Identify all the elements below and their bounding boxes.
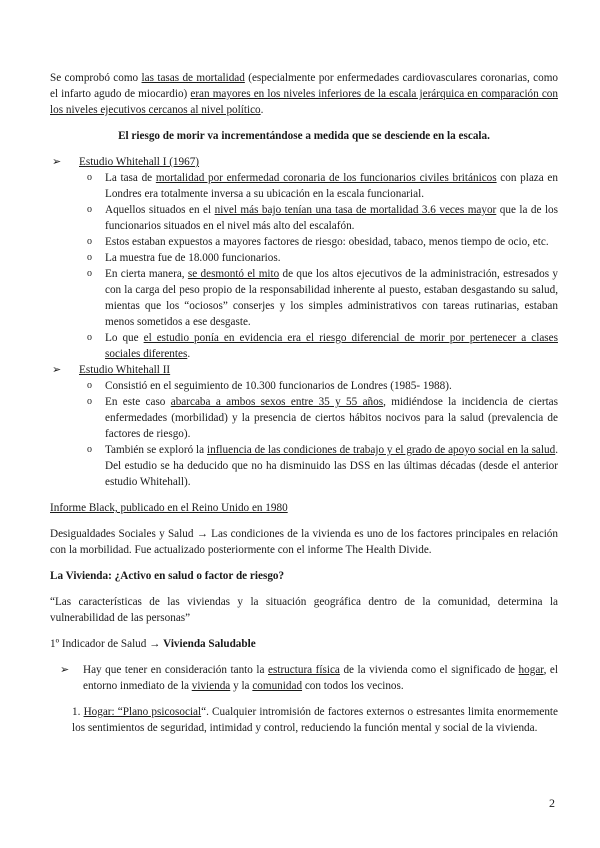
- list-item: o Lo que el estudio ponía en evidencia era el riesgo diferencial de morir por pertenecer a clases sociales diferentes.: [87, 332, 558, 360]
- underlined-phrase: eran mayores en los niveles inferiores de la escala jerárquica en comparación con los niveles ejecutivos cercanos al nivel político: [50, 88, 558, 116]
- arrow-bullet-icon: ➢: [52, 156, 62, 168]
- circle-bullet-icon: o: [87, 332, 92, 343]
- section-title: Estudio Whitehall I (1967): [79, 156, 200, 168]
- document-page: [50, 70, 558, 736]
- list-item: o También se exploró la influencia de las condiciones de trabajo y el grado de apoyo social en la salud. Del estudio se ha deducido que no ha disminuido las DSS en las últimas décadas (desde el anterior estudio Whitehall).: [87, 444, 558, 488]
- list-item: o Aquellos situados en el nivel más bajo tenían una tasa de mortalidad 3.6 veces mayor que la de los funcionarios situados en el nivel más alto del escalafón.: [87, 204, 559, 232]
- page-number: 2: [549, 796, 555, 810]
- indicador-line: 1º Indicador de Salud → Vivienda Saludable: [50, 638, 256, 650]
- whitehall-1-list: [50, 170, 558, 362]
- circle-bullet-icon: o: [87, 444, 92, 455]
- circle-bullet-icon: o: [87, 380, 92, 391]
- quote-paragraph: “Las características de las viviendas y la situación geográfica dentro de la comunidad, determina la vulnerabilidad de las personas”: [50, 596, 558, 624]
- circle-bullet-icon: o: [87, 396, 92, 407]
- riesgo-heading: El riesgo de morir va incrementándose a medida que se desciende en la escala.: [118, 130, 490, 142]
- intro-paragraph: Se comprobó como las tasas de mortalidad (especialmente por enfermedades cardiovasculares coronarias, como el infarto agudo de miocardio) eran mayores en los niveles inferiores de la escala jerárquica en comparación con los niveles ejecutivos cercanos al nivel político.: [50, 72, 559, 116]
- circle-bullet-icon: o: [87, 268, 92, 279]
- whitehall-1-section: [50, 154, 558, 170]
- section-title: Estudio Whitehall II: [79, 364, 171, 376]
- circle-bullet-icon: o: [87, 236, 92, 247]
- informe-black-heading: Informe Black, publicado en el Reino Unido en 1980: [50, 502, 288, 514]
- list-item: o En cierta manera, se desmontó el mito de que los altos ejecutivos de la administración, estresados y con la carga del peso propio de la responsabilidad inherente al puesto, estaban desgastando su salud, mientas que los “ociosos” conserjes y los simples administrativos con tareas rutinarias, estaban menos sometidos a ese desgaste.: [87, 268, 558, 328]
- underlined-phrase: las tasas de mortalidad: [141, 72, 245, 84]
- desigualdades-paragraph: Desigualdades Sociales y Salud → Las condiciones de la vivienda es uno de los factores principales en relación con la morbilidad. Fue actualizado posteriormente con el informe The Health Divide.: [50, 528, 558, 556]
- list-item: o Estos estaban expuestos a mayores factores de riesgo: obesidad, tabaco, menos tiempo de ocio, etc.: [87, 236, 549, 248]
- list-item: o La tasa de mortalidad por enfermedad coronaria de los funcionarios civiles británicos con plaza en Londres era totalmente inversa a su ubicación en la escala funcionarial.: [87, 172, 558, 200]
- list-item: o La muestra fue de 18.000 funcionarios.: [87, 252, 281, 264]
- vivienda-heading: La Vivienda: ¿Activo en salud o factor de riesgo?: [50, 570, 285, 582]
- whitehall-2-list: [50, 378, 558, 490]
- hogar-paragraph: 1. Hogar: “Plano psicosocial“. Cualquier intromisión de factores externos o estresantes limita enormemente los sentimientos de seguridad, intimidad y control, reduciendo la función mental y social de la vivienda.: [72, 706, 558, 734]
- circle-bullet-icon: o: [87, 204, 92, 215]
- arrow-bullet-icon: ➢: [60, 664, 70, 676]
- list-item: o Consistió en el seguimiento de 10.300 funcionarios de Londres (1985- 1988).: [87, 380, 452, 392]
- circle-bullet-icon: o: [87, 252, 92, 263]
- circle-bullet-icon: o: [87, 172, 92, 183]
- arrow-bullet-icon: ➢: [52, 364, 62, 376]
- list-item: o En este caso abarcaba a ambos sexos entre 35 y 55 años, midiéndose la incidencia de ciertas enfermedades (morbilidad) y la presencia de ciertos hábitos nocivos para la salud (prevalencia de factores de riesgo).: [87, 396, 558, 440]
- consideracion-paragraph: ➢ Hay que tener en consideración tanto la estructura física de la vivienda como el significado de hogar, el entorno inmediato de la vivienda y la comunidad con todos los vecinos.: [60, 664, 558, 692]
- whitehall-2-section: [50, 362, 558, 378]
